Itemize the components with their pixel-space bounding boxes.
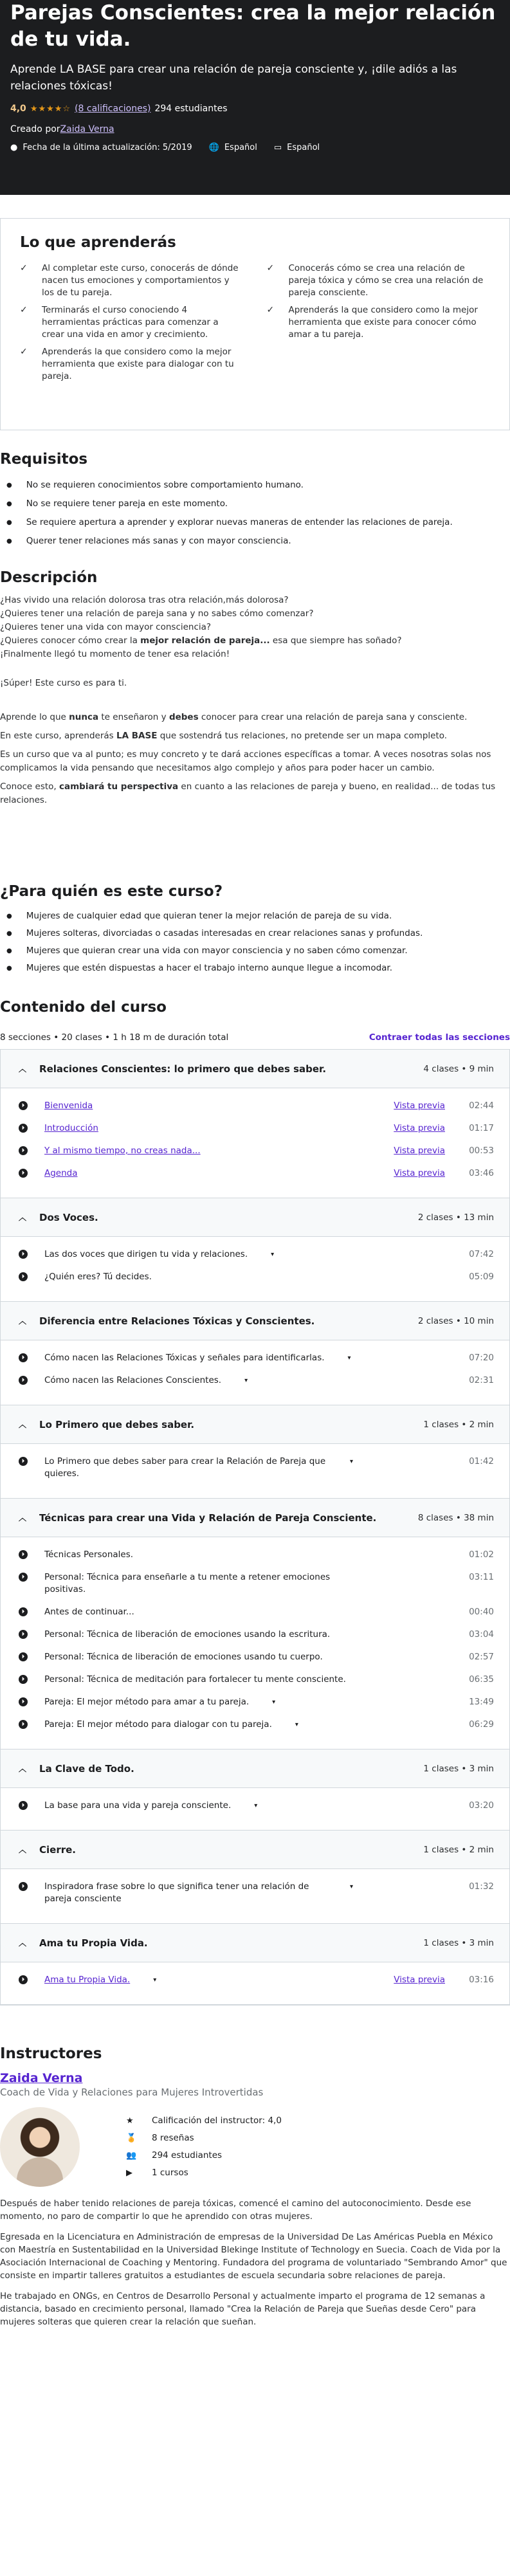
check-icon: ✓ bbox=[20, 347, 28, 357]
lecture-left bbox=[19, 1674, 353, 1686]
section-title: Cierre. bbox=[39, 1843, 77, 1856]
lecture-duration: 02:57 bbox=[469, 1652, 494, 1662]
lecture-list bbox=[1, 1237, 509, 1302]
section-title: Diferencia entre Relaciones Tóxicas y Conscientes. bbox=[39, 1315, 315, 1327]
preview-link[interactable]: Vista previa bbox=[394, 1975, 445, 1985]
lecture-duration: 00:40 bbox=[469, 1607, 494, 1617]
learn-item-text: Aprenderás la que considero como la mejor herramienta que existe para conocer cómo amar a tu pareja. bbox=[288, 305, 478, 340]
lecture-row bbox=[19, 1248, 494, 1261]
lecture-name bbox=[44, 1100, 93, 1112]
curriculum-section bbox=[1, 1302, 509, 1405]
course-content bbox=[0, 999, 510, 2005]
lecture-left bbox=[19, 1352, 353, 1364]
instructor-stat bbox=[126, 2150, 282, 2162]
preview-link[interactable]: Vista previa bbox=[394, 1168, 445, 1178]
lecture-right bbox=[468, 1271, 494, 1283]
requirement-item bbox=[0, 516, 510, 529]
lecture-left bbox=[19, 1974, 353, 1986]
play-circle-icon: ⏵ bbox=[19, 1801, 28, 1810]
lecture-duration: 01:02 bbox=[469, 1549, 494, 1560]
lecture-row bbox=[19, 1375, 494, 1387]
chevron-down-icon[interactable]: ▾ bbox=[272, 1699, 276, 1706]
audience-item bbox=[0, 910, 510, 922]
section-info: 1 clases • 2 min bbox=[423, 1419, 494, 1430]
lecture-left bbox=[19, 1375, 353, 1387]
section-title: Dos Voces. bbox=[39, 1211, 98, 1223]
audience-text: Mujeres solteras, divorciadas o casadas interesadas en crear relaciones sanas y profundas. bbox=[26, 928, 423, 938]
lecture-right bbox=[468, 1651, 494, 1663]
lecture-row bbox=[19, 1629, 494, 1641]
play-circle-icon: ⏵ bbox=[19, 1675, 28, 1684]
lecture-duration: 02:31 bbox=[469, 1375, 494, 1385]
lecture-row bbox=[19, 1974, 494, 1986]
lecture-duration: 05:09 bbox=[469, 1272, 494, 1282]
lecture-left bbox=[19, 1271, 353, 1283]
audience-text: Mujeres de cualquier edad que quieran tener la mejor relación de pareja de su vida. bbox=[26, 911, 392, 921]
learn-item-text: Conocerás cómo se crea una relación de pareja tóxica y cómo se crea una relación de pareja consciente. bbox=[288, 263, 484, 298]
lecture-row bbox=[19, 1100, 494, 1112]
section-title-wrap bbox=[19, 1315, 314, 1327]
chevron-down-icon[interactable]: ▾ bbox=[254, 1802, 258, 1809]
lecture-left bbox=[19, 1651, 353, 1663]
learn-item-text: Al completar este curso, conocerás de dónde nacen tus emociones y comportamientos y los de tu pareja. bbox=[42, 263, 239, 298]
play-circle-icon: ⏵ bbox=[19, 1250, 28, 1259]
preview-link[interactable]: Vista previa bbox=[394, 1123, 445, 1133]
stat-text: Calificación del instructor: 4,0 bbox=[152, 2115, 282, 2126]
section-header[interactable] bbox=[1, 1302, 509, 1340]
description-title: Descripción bbox=[0, 569, 98, 586]
section-info: 2 clases • 13 min bbox=[417, 1212, 494, 1223]
stat-icon: ★ bbox=[126, 2116, 134, 2126]
chevron-down-icon[interactable]: ▾ bbox=[347, 1355, 351, 1362]
section-info: 2 clases • 10 min bbox=[417, 1315, 494, 1326]
section-header[interactable] bbox=[1, 1831, 509, 1869]
lecture-right bbox=[468, 1352, 494, 1364]
requirement-text: No se requiere tener pareja en este momento. bbox=[26, 498, 228, 509]
lecture-left bbox=[19, 1571, 353, 1596]
chevron-down-icon[interactable]: ▾ bbox=[349, 1883, 353, 1890]
instructors-title: Instructores bbox=[0, 2045, 102, 2062]
section-title: Ama tu Propia Vida. bbox=[39, 1937, 148, 1949]
section-title: Lo Primero que debes saber. bbox=[39, 1418, 195, 1430]
lecture-right bbox=[468, 1629, 494, 1641]
play-circle-icon: ⏵ bbox=[19, 1697, 28, 1706]
course-title: Parejas Conscientes: crea la mejor relación de tu vida. bbox=[10, 1, 496, 51]
target-audience bbox=[0, 883, 510, 974]
section-info: 1 clases • 2 min bbox=[423, 1844, 494, 1855]
learn-item-text: Terminarás el curso conociendo 4 herramientas prácticas para comenzar a crear una vida en amor y crecimiento. bbox=[42, 305, 219, 340]
chevron-down-icon[interactable]: ▾ bbox=[153, 1977, 157, 1984]
lecture-link[interactable]: Ama tu Propia Vida. bbox=[44, 1975, 131, 1985]
play-circle-icon: ⏵ bbox=[19, 1124, 28, 1133]
lecture-duration: 13:49 bbox=[469, 1697, 494, 1707]
lecture-right bbox=[394, 1145, 494, 1157]
play-circle-icon: ⏵ bbox=[19, 1457, 28, 1466]
section-title: Relaciones Conscientes: lo primero que debes saber. bbox=[39, 1063, 327, 1075]
lecture-duration: 06:29 bbox=[469, 1719, 494, 1730]
requirement-text: No se requieren conocimientos sobre comportamiento humano. bbox=[26, 480, 304, 490]
lecture-row bbox=[19, 1651, 494, 1663]
section-title: La Clave de Todo. bbox=[39, 1762, 134, 1775]
bullet-icon: ● bbox=[6, 965, 12, 972]
stat-icon: 👥 bbox=[126, 2151, 137, 2160]
lecture-list bbox=[1, 1788, 509, 1831]
chevron-up-icon: ︿ bbox=[19, 1420, 27, 1429]
lecture-left bbox=[19, 1549, 353, 1561]
play-circle-icon: ⏵ bbox=[19, 1169, 28, 1178]
lecture-row bbox=[19, 1881, 494, 1905]
requirement-text: Se requiere apertura a aprender y explorar nuevas maneras de entender las relaciones de pareja. bbox=[26, 517, 453, 527]
preview-link[interactable]: Vista previa bbox=[394, 1146, 445, 1156]
section-header[interactable] bbox=[1, 1050, 509, 1088]
lecture-link[interactable]: Introducción bbox=[44, 1123, 98, 1133]
description: Descripción ¿Has vivido una relación dolorosa tras otra relación,más dolorosa? ¿Quieres tener una relación de pareja sana y no sabes cómo comenzar? ¿Quieres tener una vida con mayor consciencia? ¿Quieres conocer cómo crear la mejor relación de pareja... esa que siempre has soñado? ¡Finalmente llegó tu momento de tener esa relación! ¡Súper! Este curso es para ti. Aprende lo que nunca te enseñaron y debes conocer para crear una relación de pareja sana y consciente. En este curso, aprenderás LA BASE que sostendrá tus relaciones, no pretende ser un mapa completo. Es un curso que va al punto; es muy concreto y te dará acciones específicas a tomar. A veces nosotras solas nos complicamos la vida pensando que necesitamos algo complejo y años para poder hacer un cambio. Conoce esto, cambiará tu perspectiva en cuanto a las relaciones de pareja y bueno, en realidad... de todas tus relaciones. bbox=[0, 569, 510, 807]
ratings-link[interactable]: (8 calificaciones) bbox=[75, 104, 151, 114]
lecture-left bbox=[19, 1696, 353, 1708]
lecture-name: Personal: Técnica de liberación de emociones usando tu cuerpo. bbox=[44, 1652, 323, 1662]
lecture-right bbox=[394, 1122, 494, 1135]
last-updated: Fecha de la última actualización: 5/2019 bbox=[23, 143, 192, 152]
course-meta bbox=[10, 143, 500, 152]
requirement-text: Querer tener relaciones más sanas y con mayor consciencia. bbox=[26, 536, 291, 546]
lecture-duration: 03:46 bbox=[469, 1168, 494, 1178]
learn-item bbox=[20, 262, 244, 299]
lecture-left bbox=[19, 1800, 353, 1812]
curriculum-section bbox=[1, 1924, 509, 2005]
lecture-name: Lo Primero que debes saber para crear la Relación de Pareja que quieres. bbox=[44, 1456, 326, 1479]
lecture-name: Técnicas Personales. bbox=[44, 1549, 134, 1560]
created-by: Creado porZaida Verna bbox=[10, 124, 114, 134]
preview-link[interactable]: Vista previa bbox=[394, 1101, 445, 1111]
stat-icon: ▶ bbox=[126, 2168, 132, 2178]
chevron-down-icon[interactable]: ▾ bbox=[295, 1721, 298, 1728]
learn-title: Lo que aprenderás bbox=[20, 234, 176, 251]
check-icon: ✓ bbox=[266, 305, 275, 315]
section-title-wrap bbox=[19, 1063, 326, 1075]
lecture-duration: 01:17 bbox=[469, 1123, 494, 1133]
audience-text: Mujeres que quieran crear una vida con mayor consciencia y no saben cómo comenzar. bbox=[26, 945, 408, 956]
chevron-down-icon[interactable]: ▾ bbox=[271, 1251, 275, 1258]
lecture-name bbox=[44, 1167, 78, 1180]
lecture-name: Las dos voces que dirigen tu vida y relaciones. bbox=[44, 1249, 248, 1259]
play-circle-icon: ⏵ bbox=[19, 1146, 28, 1155]
bullet-icon: ● bbox=[6, 538, 12, 545]
learn-item bbox=[267, 304, 491, 341]
section-header[interactable] bbox=[1, 1198, 509, 1237]
section-title-wrap bbox=[19, 1763, 134, 1775]
lecture-right bbox=[468, 1719, 494, 1731]
lecture-row bbox=[19, 1719, 494, 1731]
lecture-list bbox=[1, 1340, 509, 1405]
play-circle-icon: ⏵ bbox=[19, 1101, 28, 1110]
rating-row bbox=[10, 104, 500, 114]
bullet-icon: ● bbox=[6, 947, 12, 955]
instructor-stat bbox=[126, 2132, 282, 2144]
lecture-right bbox=[468, 1549, 494, 1561]
lecture-left bbox=[19, 1719, 353, 1731]
lecture-name: Cómo nacen las Relaciones Tóxicas y señales para identificarlas. bbox=[44, 1353, 325, 1363]
lecture-name: Personal: Técnica para enseñarle a tu mente a retener emociones positivas. bbox=[44, 1572, 331, 1594]
lecture-left bbox=[19, 1248, 353, 1261]
requirement-item bbox=[0, 535, 510, 547]
lecture-left bbox=[19, 1122, 353, 1135]
lecture-row bbox=[19, 1456, 494, 1480]
lecture-row bbox=[19, 1549, 494, 1561]
rating-value: 4,0 bbox=[10, 104, 26, 114]
section-header[interactable] bbox=[1, 1499, 509, 1537]
content-summary: 8 secciones • 20 clases • 1 h 18 m de duración total bbox=[0, 1032, 229, 1043]
lecture-list bbox=[1, 1869, 509, 1924]
instructor-role: Coach de Vida y Relaciones para Mujeres Introvertidas bbox=[0, 2087, 264, 2098]
lecture-left bbox=[19, 1606, 353, 1618]
lecture-list bbox=[1, 1962, 509, 2005]
chevron-up-icon: ︿ bbox=[19, 1939, 27, 1948]
requirement-item bbox=[0, 498, 510, 510]
curriculum-section bbox=[1, 1050, 509, 1198]
lecture-name bbox=[44, 1974, 130, 1986]
lecture-duration: 02:44 bbox=[469, 1101, 494, 1111]
section-title-wrap bbox=[19, 1844, 76, 1856]
chevron-up-icon: ︿ bbox=[19, 1213, 27, 1222]
learn-item bbox=[20, 346, 244, 383]
play-circle-icon: ⏵ bbox=[19, 1607, 28, 1616]
lecture-duration: 03:20 bbox=[469, 1800, 494, 1811]
section-header[interactable] bbox=[1, 1749, 509, 1788]
curriculum-section bbox=[1, 1831, 509, 1924]
chevron-up-icon: ︿ bbox=[19, 1064, 27, 1073]
course-header bbox=[0, 0, 510, 195]
captions-icon: ▭ bbox=[273, 143, 282, 152]
lecture-left bbox=[19, 1629, 353, 1641]
instructor-name-link[interactable]: Zaida Verna bbox=[0, 2071, 83, 2085]
lecture-right bbox=[468, 1606, 494, 1618]
play-circle-icon: ⏵ bbox=[19, 1720, 28, 1729]
section-info: 1 clases • 3 min bbox=[423, 1763, 494, 1774]
audience-item bbox=[0, 962, 510, 974]
students-count: 294 estudiantes bbox=[154, 104, 228, 114]
lecture-list bbox=[1, 1444, 509, 1499]
section-title-wrap bbox=[19, 1419, 194, 1430]
play-circle-icon: ⏵ bbox=[19, 1573, 28, 1582]
lecture-row bbox=[19, 1696, 494, 1708]
lecture-duration: 07:20 bbox=[469, 1353, 494, 1363]
section-header[interactable] bbox=[1, 1405, 509, 1444]
lecture-list bbox=[1, 1537, 509, 1749]
play-circle-icon: ⏵ bbox=[19, 1272, 28, 1281]
lecture-row bbox=[19, 1674, 494, 1686]
lecture-name bbox=[44, 1145, 201, 1157]
lecture-name: Personal: Técnica de liberación de emociones usando la escritura. bbox=[44, 1629, 331, 1640]
bullet-icon: ● bbox=[6, 913, 12, 920]
play-circle-icon: ⏵ bbox=[19, 1882, 28, 1891]
check-icon: ✓ bbox=[266, 263, 275, 273]
play-circle-icon: ⏵ bbox=[19, 1652, 28, 1661]
bio-paragraph: Después de haber tenido relaciones de pareja tóxicas, comencé el camino del autoconocimiento. Desde ese momento, no paro de compartir lo que he aprendido con otras mujeres. bbox=[0, 2198, 471, 2222]
audience-item bbox=[0, 945, 510, 957]
play-circle-icon: ⏵ bbox=[19, 1376, 28, 1385]
lecture-right bbox=[468, 1571, 494, 1584]
lecture-row bbox=[19, 1145, 494, 1157]
lecture-duration: 01:32 bbox=[469, 1881, 494, 1892]
lecture-name: Pareja: El mejor método para dialogar con tu pareja. bbox=[44, 1719, 272, 1730]
lecture-name: Inspiradora frase sobre lo que significa tener una relación de pareja consciente bbox=[44, 1881, 309, 1904]
section-title-wrap bbox=[19, 1512, 376, 1524]
learn-item bbox=[20, 304, 244, 341]
curriculum-section bbox=[1, 1198, 509, 1302]
play-circle-icon: ⏵ bbox=[19, 1550, 28, 1559]
section-title-wrap bbox=[19, 1937, 148, 1949]
collapse-all-button[interactable]: Contraer todas las secciones bbox=[369, 1032, 510, 1043]
play-circle-icon: ⏵ bbox=[19, 1630, 28, 1639]
lecture-right bbox=[468, 1248, 494, 1261]
audience-item bbox=[0, 927, 510, 940]
lecture-link[interactable]: Bienvenida bbox=[44, 1101, 93, 1111]
requirement-item bbox=[0, 479, 510, 491]
lecture-name bbox=[44, 1122, 98, 1135]
course-subtitle: Aprende LA BASE para crear una relación de pareja consciente y, ¡dile adiós a las relaciones tóxicas! bbox=[10, 63, 457, 93]
chevron-down-icon[interactable]: ▾ bbox=[349, 1458, 353, 1465]
lecture-link[interactable]: Agenda bbox=[44, 1168, 78, 1178]
chevron-up-icon: ︿ bbox=[19, 1513, 27, 1522]
lecture-duration: 01:42 bbox=[469, 1456, 494, 1466]
lecture-duration: 03:11 bbox=[469, 1572, 494, 1582]
curriculum-section bbox=[1, 1499, 509, 1749]
lecture-row bbox=[19, 1571, 494, 1596]
lecture-left bbox=[19, 1881, 353, 1905]
bullet-icon: ● bbox=[6, 500, 12, 507]
lecture-right bbox=[394, 1167, 494, 1180]
section-title: Técnicas para crear una Vida y Relación de Pareja Consciente. bbox=[39, 1512, 377, 1524]
bullet-icon: ● bbox=[6, 519, 12, 526]
lecture-right bbox=[394, 1100, 494, 1112]
lecture-row bbox=[19, 1167, 494, 1180]
lecture-link[interactable]: Y al mismo tiempo, no creas nada... bbox=[44, 1146, 201, 1156]
bullet-icon: ● bbox=[6, 482, 12, 489]
lecture-left bbox=[19, 1167, 353, 1180]
lecture-right bbox=[468, 1674, 494, 1686]
captions: Español bbox=[287, 143, 320, 152]
lecture-right bbox=[468, 1800, 494, 1812]
author-link[interactable]: Zaida Verna bbox=[60, 124, 114, 134]
lecture-name: Pareja: El mejor método para amar a tu pareja. bbox=[44, 1697, 250, 1707]
section-info: 1 clases • 3 min bbox=[423, 1937, 494, 1948]
check-icon: ✓ bbox=[20, 263, 28, 273]
instructors bbox=[0, 2045, 510, 2328]
chevron-up-icon: ︿ bbox=[19, 1764, 27, 1773]
lecture-left bbox=[19, 1145, 353, 1157]
lecture-name: Personal: Técnica de meditación para fortalecer tu mente consciente. bbox=[44, 1674, 346, 1685]
stat-text: 294 estudiantes bbox=[152, 2150, 223, 2160]
section-info: 4 clases • 9 min bbox=[423, 1063, 494, 1074]
requirements bbox=[0, 451, 510, 547]
chevron-up-icon: ︿ bbox=[19, 1317, 27, 1326]
lecture-duration: 00:53 bbox=[469, 1146, 494, 1156]
section-header[interactable] bbox=[1, 1924, 509, 1962]
lecture-right bbox=[468, 1696, 494, 1708]
lecture-row bbox=[19, 1122, 494, 1135]
lecture-row bbox=[19, 1800, 494, 1812]
lecture-name: Cómo nacen las Relaciones Conscientes. bbox=[44, 1375, 222, 1385]
what-you-learn bbox=[0, 218, 510, 430]
lecture-name: ¿Quién eres? Tú decides. bbox=[44, 1272, 152, 1282]
alert-icon: ● bbox=[10, 143, 18, 152]
stat-icon: 🏅 bbox=[126, 2133, 137, 2143]
lecture-right bbox=[394, 1974, 494, 1986]
lecture-right bbox=[468, 1456, 494, 1468]
bio-paragraph: Egresada en la Licenciatura en Administración de empresas de la Universidad De Las Américas Puebla en México con Maestría en Sustentabilidad en la Universidad Blekinge Institute of Technology en Suecia. Coach de Vida por la Asociación Internacional de Coaching y Mentoring. Fundadora del programa de voluntariado "Sembrando Amor" que consiste en impartir talleres gratuitos a estudiantes de escuela secundaria sobre relaciones de pareja. bbox=[0, 2232, 507, 2281]
stat-text: 8 reseñas bbox=[152, 2133, 194, 2143]
bio-paragraph: He trabajado en ONGs, en Centros de Desarrollo Personal y actualmente imparto el programa de 12 semanas a distancia, basado en crecimiento personal, llamado "Crea la Relación de Pareja que Sueñas desde Cero" para mujeres solteras que quieren crear la relación que sueñan. bbox=[0, 2291, 486, 2327]
section-info: 8 clases • 38 min bbox=[417, 1512, 494, 1523]
content-title: Contenido del curso bbox=[0, 999, 167, 1016]
chevron-down-icon[interactable]: ▾ bbox=[244, 1377, 248, 1384]
lecture-row bbox=[19, 1352, 494, 1364]
lecture-name: Antes de continuar... bbox=[44, 1607, 134, 1617]
lecture-left bbox=[19, 1456, 353, 1480]
instructor-stat bbox=[126, 2115, 282, 2127]
curriculum-section bbox=[1, 1405, 509, 1499]
learn-item-text: Aprenderás la que considero como la mejor herramienta que existe para dialogar con tu pareja. bbox=[42, 347, 234, 381]
audience-text: Mujeres que estén dispuestas a hacer el trabajo interno aunque llegue a incomodar. bbox=[26, 963, 393, 973]
lecture-duration: 06:35 bbox=[469, 1674, 494, 1685]
lecture-row bbox=[19, 1271, 494, 1283]
bullet-icon: ● bbox=[6, 930, 12, 937]
check-icon: ✓ bbox=[20, 305, 28, 315]
section-title-wrap bbox=[19, 1212, 98, 1223]
play-circle-icon: ⏵ bbox=[19, 1353, 28, 1362]
lecture-duration: 03:04 bbox=[469, 1629, 494, 1640]
lecture-right bbox=[468, 1881, 494, 1893]
language: Español bbox=[224, 143, 257, 152]
requirements-title: Requisitos bbox=[0, 451, 88, 468]
lecture-left bbox=[19, 1100, 353, 1112]
globe-icon: 🌐 bbox=[208, 143, 219, 152]
instructor-stat bbox=[126, 2167, 282, 2179]
play-circle-icon: ⏵ bbox=[19, 1975, 28, 1984]
audience-title: ¿Para quién es este curso? bbox=[0, 883, 223, 900]
lecture-right bbox=[468, 1375, 494, 1387]
lecture-duration: 03:16 bbox=[469, 1975, 494, 1985]
lecture-row bbox=[19, 1606, 494, 1618]
learn-item bbox=[267, 262, 491, 299]
stat-text: 1 cursos bbox=[152, 2168, 188, 2178]
stars-icon: ★★★★☆ bbox=[30, 104, 71, 114]
chevron-up-icon: ︿ bbox=[19, 1845, 27, 1854]
lecture-name: La base para una vida y pareja consciente. bbox=[44, 1800, 232, 1811]
avatar[interactable] bbox=[0, 2107, 80, 2187]
lecture-duration: 07:42 bbox=[469, 1249, 494, 1259]
lecture-list bbox=[1, 1088, 509, 1198]
curriculum-section bbox=[1, 1749, 509, 1831]
